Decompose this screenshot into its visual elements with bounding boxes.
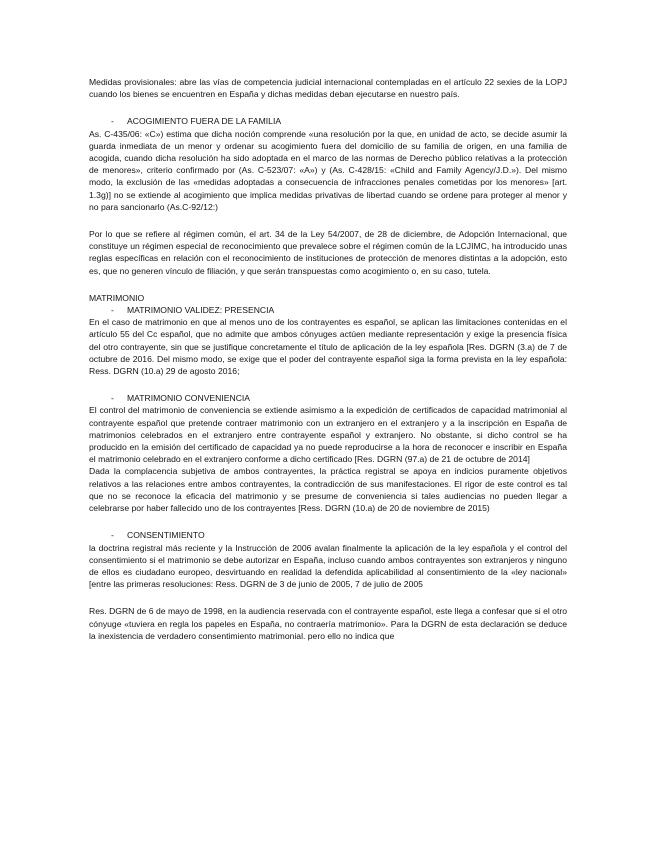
bullet-dash: -	[111, 305, 114, 316]
bullet-dash: -	[111, 393, 114, 404]
heading-consentimiento	[89, 529, 567, 541]
paragraph-medidas-provisionales: Medidas provisionales: abre las vías de competencia judicial internacional contempladas en el artículo 22 sexies de la LOPJ cuando los bienes se encuentren en España y dichas medidas deban ejecutarse en nuestro país.	[89, 77, 567, 100]
section-title-matrimonio: MATRIMONIO	[89, 292, 145, 303]
bullet-dash: -	[111, 530, 114, 541]
bullet-dash: -	[111, 116, 114, 127]
heading-text: MATRIMONIO VALIDEZ: PRESENCIA	[127, 305, 275, 316]
document-body	[89, 76, 567, 642]
heading-acogimiento	[89, 115, 567, 127]
paragraph-acogimiento: As. C-435/06: «C») estima que dicha noción comprende «una resolución por la que, en unidad de acto, se decide asumir la guarda inmediata de un menor y ordenar su acogimiento fuera del domicilio de su familia de origen, en una familia de acogida, cuando dicha resolución ha sido adoptada en el marco de las normas de Derecho público relativas a la protección de menores», criterio confirmado por (As. C-523/07: «A») y (As. C-428/15: «Child and Family Agency/J.D.»). Del mismo modo, la exclusión de las «medidas adoptadas a consecuencia de infracciones penales cometidas por los menores» [art. 1.3g)] no se extiende al acogimiento que implica medidas privativas de libertad cuando se ordene para proteger al menor y no para sancionarlo (As.C-92/12:)	[89, 128, 567, 212]
heading-text: CONSENTIMIENTO	[127, 530, 205, 541]
paragraph-regimen-comun: Por lo que se refiere al régimen común, el art. 34 de la Ley 54/2007, de 28 de diciembre, de Adopción Internacional, que constituye un régimen especial de reconocimiento que prevalece sobre el régimen común de la LCJIMC, ha introducido unas reglas específicas en relación con el reconocimiento de instituciones de protección de menores distintas a la adopción, esto es, que no generen vínculo de filiación, y que serán transpuestas como acogimiento o, en su caso, tutela.	[89, 229, 567, 276]
paragraph-conveniencia-2: Dada la complacencia subjetiva de ambos contrayentes, la práctica registral se apoya en indicios puramente objetivos relativos a las relaciones entre ambos contrayentes, la contradicción de sus manifestaciones. El rigor de este control es tal que no se reconoce la eficacia del matrimonio y se presume de conveniencia si tales audiencias no pueden llegar a celebrarse por haber fallecido uno de los contrayentes [Ress. DGRN (10.a) de 20 de noviembre de 2015)	[89, 466, 567, 514]
heading-validez	[89, 304, 567, 316]
heading-text: MATRIMONIO CONVENIENCIA	[127, 393, 251, 404]
heading-text: ACOGIMIENTO FUERA DE LA FAMILIA	[127, 116, 282, 127]
paragraph-consentimiento: la doctrina registral más reciente y la Instrucción de 2006 avalan finalmente la aplicación de la ley española y el control del consentimiento si el matrimonio se debe autorizar en España, incluso cuando ambos contrayentes son extranjeros y ninguno de ellos es ciudadano europeo, desvirtuando en realidad la defendida aplicabilidad al consentimiento de la «ley nacional» [entre las primeras resoluciones: Ress. DGRN de 3 de junio de 2005, 7 de julio de 2005	[89, 542, 567, 590]
heading-conveniencia	[89, 392, 567, 404]
paragraph-conveniencia-1: El control del matrimonio de conveniencia se extiende asimismo a la expedición de certificados de capacidad matrimonial al contrayente español que pretende contraer matrimonio con un extranjero en el extranjero y a la inscripción en España de matrimonios celebrados en el extranjero entre contrayente español y extranjero. No obstante, si dicho control se ha producido en la emisión del certificado de capacidad ya no puede reproducirse a la hora de reconocer e inscribir en España el matrimonio celebrado en el extranjero conforme a dicho certificado [Res. DGRN (97.a) de 21 de octubre de 2014]	[89, 405, 567, 465]
paragraph-res-dgrn: Res. DGRN de 6 de mayo de 1998, en la audiencia reservada con el contrayente español, este llega a confesar que si el otro cónyuge «tuviera en regla los papeles en España, no contraería matrimonio». Para la DGRN de esta declaración se deduce la inexistencia de verdadero consentimiento matrimonial. pero ello no indica que	[89, 606, 567, 641]
paragraph-validez: En el caso de matrimonio en que al menos uno de los contrayentes es español, se aplican las limitaciones contenidas en el artículo 55 del Cc español, que no admite que ambos cónyuges actúen mediante representación y exige la presencia física del otro contrayente, sin que se justifique concretamente el título de aplicación de la ley española [Res. DGRN (3.a) de 7 de octubre de 2016. Del mismo modo, se exige que el poder del contrayente español siga la forma prevista en la ley española: Ress. DGRN (10.a) 29 de agosto 2016;	[89, 317, 567, 377]
